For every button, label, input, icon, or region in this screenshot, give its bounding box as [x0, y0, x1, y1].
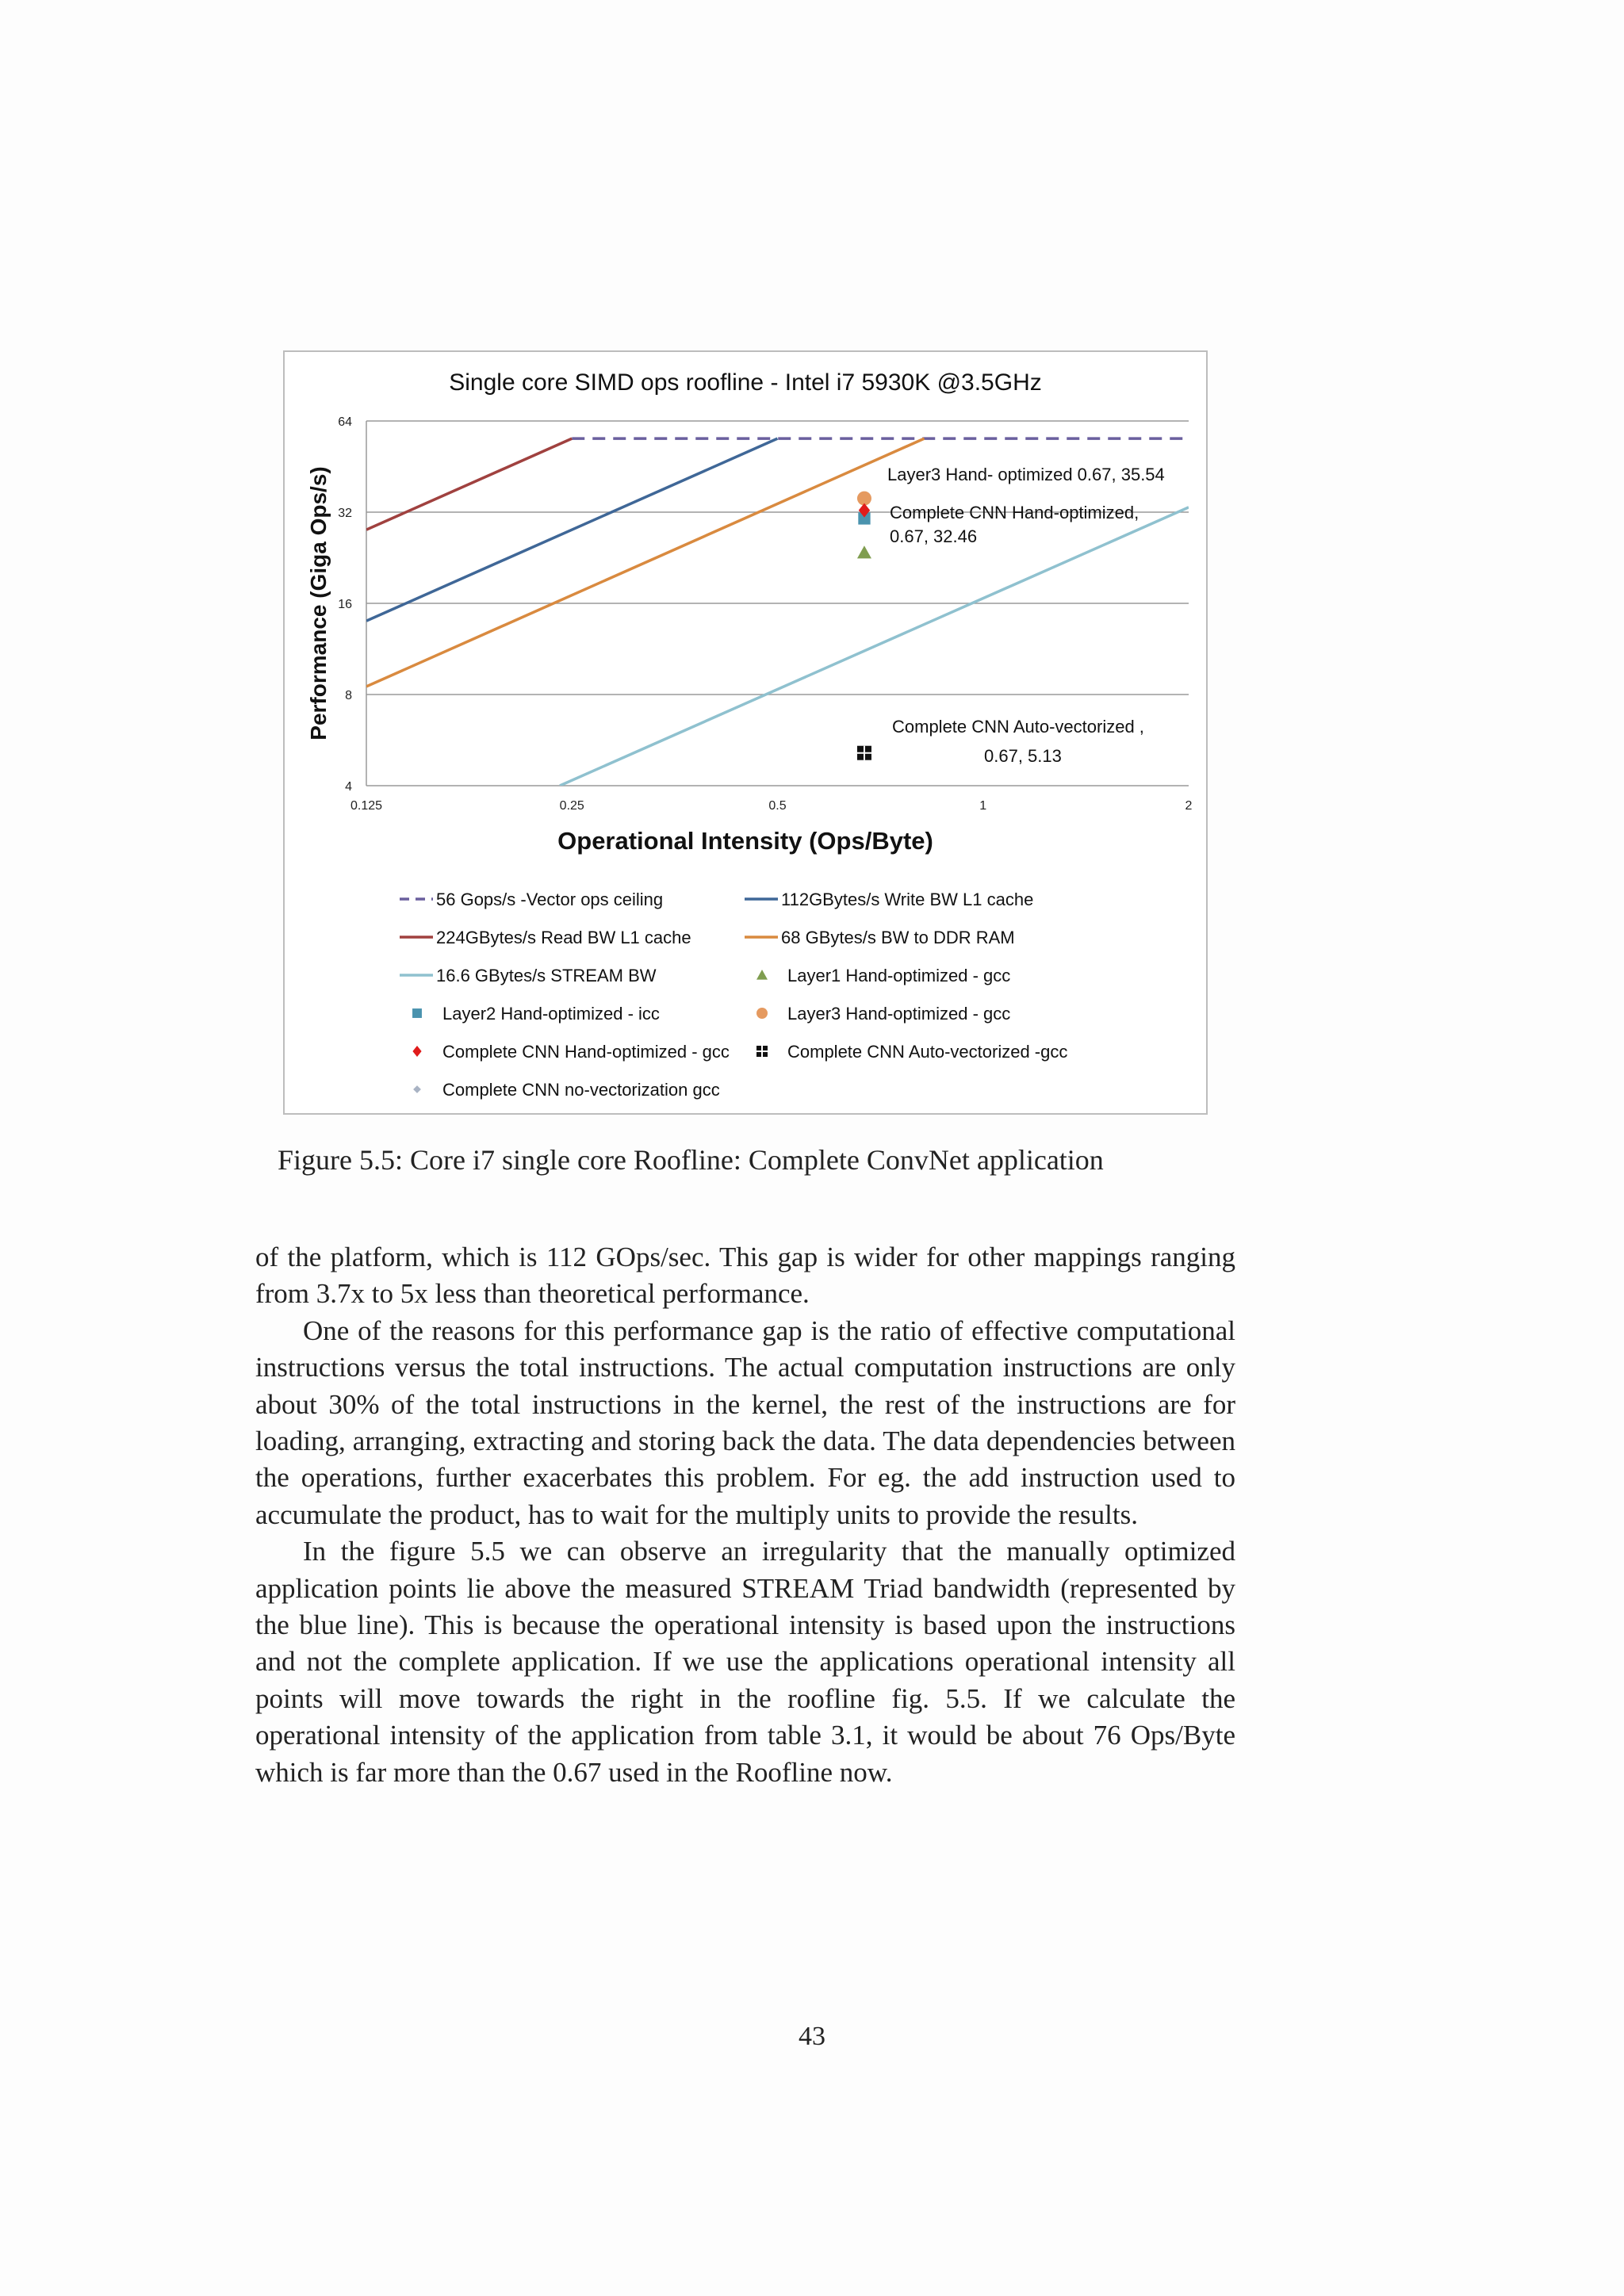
- y-tick-label: 16: [338, 598, 352, 611]
- annotation-label: Complete CNN Auto-vectorized ,: [892, 717, 1144, 737]
- body-text: [255, 1239, 1235, 1791]
- x-axis-label: Operational Intensity (Ops/Byte): [557, 827, 933, 855]
- series-line-16-6-gbytes-s-stream-bw: [560, 507, 1189, 786]
- y-tick-label: 4: [345, 780, 352, 794]
- paragraph: of the platform, which is 112 GOps/sec. This gap is wider for other mappings ranging from 3.7x to 5x less than theoretical performance.: [255, 1242, 1235, 1310]
- x-tick-label: 0.125: [350, 799, 383, 813]
- legend-label: Complete CNN Auto-vectorized -gcc: [787, 1042, 1068, 1062]
- y-tick-label: 8: [345, 689, 352, 702]
- series-line-224gbytes-s-read-bw-l1-cache: [366, 438, 572, 530]
- y-tick-label: 64: [338, 415, 352, 429]
- legend-label: 224GBytes/s Read BW L1 cache: [436, 928, 691, 947]
- x-tick-label: 0.5: [768, 799, 787, 813]
- legend-label: 112GBytes/s Write BW L1 cache: [781, 890, 1034, 909]
- x-tick-label: 1: [979, 799, 987, 813]
- annotation-label: 0.67, 32.46: [890, 526, 978, 546]
- legend-label: Layer3 Hand-optimized - gcc: [787, 1004, 1011, 1024]
- legend-swatch: [413, 1085, 421, 1093]
- legend-label: 56 Gops/s -Vector ops ceiling: [436, 890, 664, 909]
- legend-label: 16.6 GBytes/s STREAM BW: [436, 966, 657, 985]
- x-tick-label: 0.25: [559, 799, 584, 813]
- legend-swatch: [412, 1046, 421, 1057]
- legend-label: Complete CNN Hand-optimized - gcc: [442, 1042, 730, 1062]
- x-tick-label: 2: [1185, 799, 1193, 813]
- annotation-label: Complete CNN Hand-optimized,: [890, 503, 1139, 522]
- roofline-chart: [285, 352, 1206, 1113]
- legend-swatch: [756, 1008, 768, 1019]
- legend-label: Layer1 Hand-optimized - gcc: [787, 966, 1011, 985]
- figure-box: [283, 350, 1208, 1115]
- series-line-68-gbytes-s-bw-to-ddr-ram: [366, 438, 925, 687]
- legend-label: Layer2 Hand-optimized - icc: [442, 1004, 660, 1024]
- y-tick-label: 32: [338, 507, 352, 520]
- legend-label: 68 GBytes/s BW to DDR RAM: [781, 928, 1015, 947]
- legend-swatch: [756, 970, 768, 980]
- figure-caption: Figure 5.5: Core i7 single core Roofline: Complete ConvNet application: [278, 1144, 1104, 1176]
- data-point-layer1-hand-optimized-gcc: [857, 545, 871, 558]
- y-axis-label: Performance (Giga Ops/s): [306, 466, 331, 740]
- paragraph: One of the reasons for this performance gap is the ratio of effective computational instructions versus the total instructions. The actual computation instructions are only about 30% of the total instructions in the kernel, the rest of the instructions are for loading, arranging, extracting and storing back the data. The data dependencies between the operations, further exacerbates this problem. For eg. the add instruction used to accumulate the product, has to wait for the multiply units to provide the results.: [255, 1314, 1235, 1530]
- chart-title: Single core SIMD ops roofline - Intel i7 5930K @3.5GHz: [449, 369, 1042, 396]
- annotation-label: Layer3 Hand- optimized 0.67, 35.54: [887, 465, 1165, 484]
- paragraph: In the figure 5.5 we can observe an irregularity that the manually optimized application points lie above the measured STREAM Triad bandwidth (represented by the blue line). This is because the operational intensity is based upon the instructions and not the complete application. If we use the applications operational intensity all points will move towards the right in the roofline fig. 5.5. If we calculate the operational intensity of the application from table 3.1, it would be about 76 Ops/Byte which is far more than the 0.67 used in the Roofline now.: [255, 1536, 1235, 1788]
- legend-label: Complete CNN no-vectorization gcc: [442, 1080, 720, 1100]
- annotation-label: 0.67, 5.13: [984, 746, 1062, 766]
- legend-swatch: [412, 1008, 422, 1018]
- page-number: 43: [799, 2022, 825, 2051]
